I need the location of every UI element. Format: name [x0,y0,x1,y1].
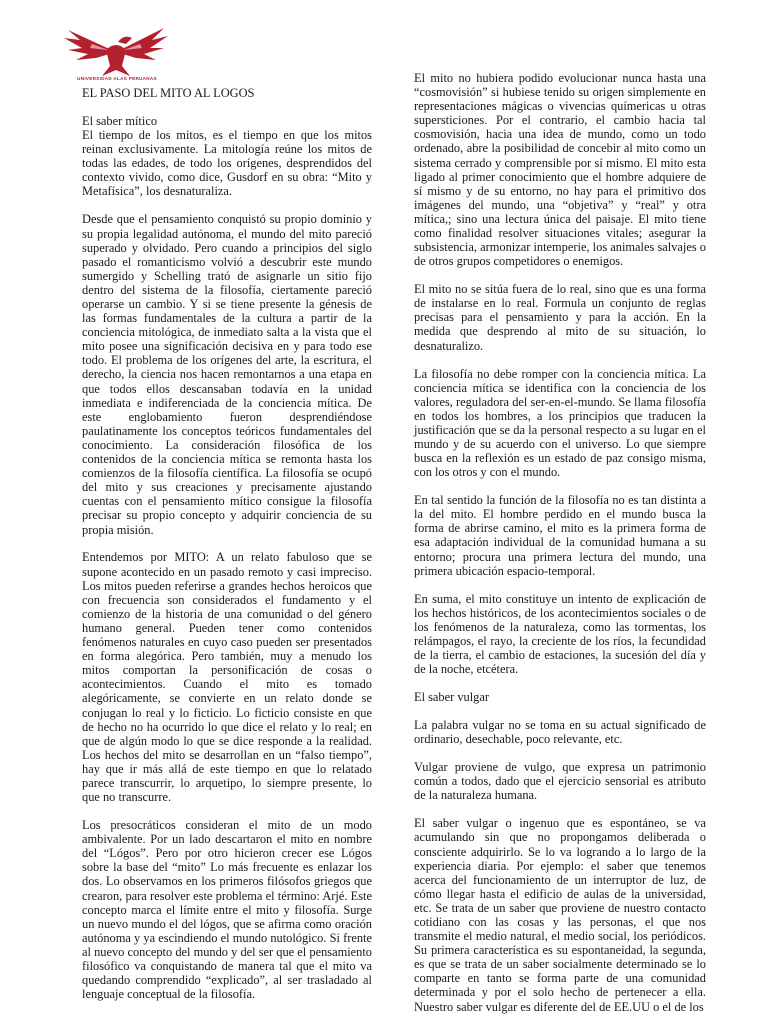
paragraph: Entendemos por MITO: A un relato fabuloso que se supone acontecido en un pasado remoto y casi impreciso. Los mitos pueden referirse a grandes hechos heroicos que con frecuencia son considerados el fundamento y el comienzo de la historia de una comunidad o del género humano general. Pueden tener como contenidos fenómenos naturales en cuyo caso pueden ser presentados en forma alegórica. Pero también, muy a menudo los mitos comportan la personificación de cosas o acontecimientos. Cuando el mito es tomado alegóricamente, se convierte en un relato donde se conjugan lo real y lo ficticio. Lo ficticio consiste en que de hecho no ha ocurrido lo que dice el relato y lo real; en que de algún modo lo que se dice responde a la realidad. Los hechos del mito se desarrollan en un “falso tiempo”, hay que ir más allá de este tiempo en que lo relatado parece transcurrir, lo arquetipo, lo siempre presente, lo que no transcurre. [82,550,372,805]
university-logo [62,22,170,84]
section-heading-saber-vulgar: El saber vulgar [414,690,490,705]
document-title: EL PASO DEL MITO AL LOGOS [82,86,255,100]
paragraph: La palabra vulgar no se toma en su actual significado de ordinario, desechable, poco relevante, etc. [414,718,706,747]
winged-emblem-icon [62,22,170,78]
paragraph: Desde que el pensamiento conquistó su propio dominio y su propia legalidad autónoma, el mundo del mito pareció superado y olvidado. Pero cuando a principios del siglo pasado el romanticismo volvió a descubrir este mundo sumergido y Schelling trató de asignarle un sitio fijo dentro del sistema de la filosofía, ciertamente pareció operarse un cambio. Y si se tiene presente la génesis de las formas fundamentales de la cultura a partir de la conciencia mitológica, de inmediato salta a la vista que el mito posee una significación decisiva en y para todo ese todo. El problema de los orígenes del arte, la escritura, el derecho, la ciencia nos hacen remontarnos a una etapa en que todos ellos descansaban todavía en la unidad inmediata e indiferenciada de la conciencia mítica. De este englobamiento fueron desprendiéndose paulatinamente los conceptos teóricos fundamentales del conocimiento. La consideración filosófica de los contenidos de la conciencia mítica se remonta hasta los comienzos de la filosofía científica. La filosofía se ocupó del mito y sus creaciones y precisamente ajustando cuentas con el pensamiento mítico consigue la filosofía precisar su propio concepto y adquirir conciencia de su propia misión. [82,212,372,537]
left-column [82,86,372,1015]
paragraph: Los presocráticos consideran el mito de un modo ambivalente. Por un lado descartaron el mito en nombre del “Lógos”. Pero por otro hicieron crecer ese Lógos sobre la base del “mito” Lo más frecuente es enlazar los dos. Lo observamos en los primeros filósofos griegos que crearon, para resolver este problema el término: Arjé. Este concepto marca el límite entre el mito y filosofía. Surge un nuevo mundo el del lógos, que se afirma como oración autónoma y ya escindiendo el mundo nutológico. Si frente al nuevo concepto del mundo y del ser que el pensamiento filosófico va conquistando de manera tal que el mito va quedando comprendido “explicado”, al ser trasladado al lenguaje conceptual de la filosofía. [82,818,372,1002]
section-heading-saber-mitico: El saber mítico [82,113,158,128]
paragraph: Vulgar proviene de vulgo, que expresa un patrimonio común a todos, dado que el ejercicio sensorial es atributo de la naturaleza humana. [414,760,706,803]
right-column [414,71,706,1024]
paragraph: El mito no se sitúa fuera de lo real, sino que es una forma de instalarse en lo real. Formula un conjunto de reglas precisas para el pensamiento y para la acción. En la medida que desprendo al mito de su situación, lo desnaturalizo. [414,282,706,353]
paragraph: El saber vulgar o ingenuo que es espontáneo, se va acumulando sin que no propongamos deliberada o consciente adquirirlo. Se lo va logrando a lo largo de la experiencia diaria. Por ejemplo: el saber que tenemos acerca del funcionamiento de un interruptor de luz, de cómo llegar hasta el edificio de aulas de la universidad, etc. Se trata de un saber que proviene de nuestro contacto cotidiano con las cosas y las personas, el que nos transmite el medio natural, el medio social, los periódicos. Su primera característica es su espontaneidad, la segunda, es que se trata de un saber socialmente determinado se lo comparte en tanto se forma parte de una comunidad determinada y por el solo hecho de pertenecer a ella. Nuestro saber vulgar es diferente del de EE.UU o el de los [414,816,706,1014]
paragraph: En tal sentido la función de la filosofía no es tan distinta a la del mito. El hombre perdido en el mundo busca la forma de abrirse camino, el mito es la primera forma de esa adaptación individual de la comunidad humana a su entorno; procura una primera lectura del mundo, una primera ubicación espacio-temporal. [414,493,706,578]
paragraph: El tiempo de los mitos, es el tiempo en que los mitos reinan exclusivamente. La mitología reúne los mitos de todas las edades, de todo los orígenes, desprendidos del contexto vivido, como dice, Gusdorf en su obra: “Mito y Metafísica”, los desnaturaliza. [82,128,372,199]
paragraph: El mito no hubiera podido evolucionar nunca hasta una “cosmovisión” si hubiese tenido su origen simplemente en representaciones mágicas o vivencias químericas u otras supersticiones. Por el contrario, el cambio hacia tal cosmovisión, hacia una idea de mundo, como un todo ordenado, abre la posibilidad de concebir al mito como un sistema cerrado y comprensible por sí mismo. El mito esta ligado al primer conocimiento que el hombre adquiere de sí mismo y de su entorno, no hay para el primitivo dos imágenes del mundo, una “objetiva” y “real” y otra mítica,; sino una lectura única del paisaje. El mito tiene como finalidad resolver situaciones vitales; asegurar la subsistencia, armonizar intemperie, los animales salvajes o de otros grupos competidores o enemigos. [414,71,706,269]
paragraph: En suma, el mito constituye un intento de explicación de los hechos históricos, de los acontecimientos sociales o de los fenómenos de la naturaleza, como las tormentas, los relámpagos, el rayo, la creciente de los ríos, la fecundidad de la tierra, el cambio de estaciones, la sucesión del día y de la noche, etcétera. [414,591,706,677]
logo-institution-name: UNIVERSIDAD ALAS PERUANAS [77,76,157,81]
paragraph: La filosofía no debe romper con la conciencia mítica. La conciencia mítica se identifica con la conciencia de los valores, reguladora del ser-en-el-mundo. Se llama filosofía en todos los hombres, a los principios que traducen la justificación que se da la personal respecto a su lugar en el mundo y de su acuerdo con el universo. Lo que siempre busca en la reflexión es un estado de paz consigo misma, con los otros y con el mundo. [414,366,706,480]
